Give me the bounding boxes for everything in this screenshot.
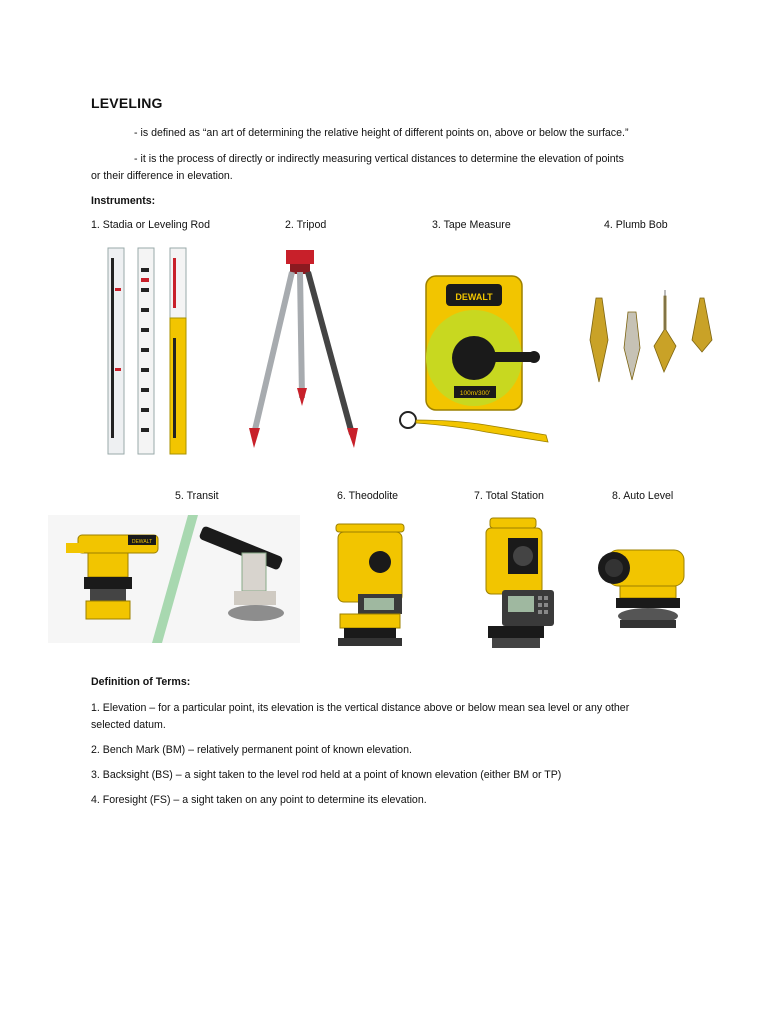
theodolite-image <box>330 520 410 650</box>
definition-line-2: - it is the process of directly or indirectly measuring vertical distances to determine the elevation of points <box>134 153 624 165</box>
definition-line-1: - is defined as “an art of determining the relative height of different points on, above or below the surface.” <box>134 127 629 139</box>
leveling-rod-image <box>100 248 200 458</box>
term-backsight: 3. Backsight (BS) – a sight taken to the level rod held at a point of known elevation (either BM or TP) <box>91 769 562 781</box>
auto-level-image <box>598 544 690 630</box>
definition-line-3: or their difference in elevation. <box>91 170 233 182</box>
label-tripod: 2. Tripod <box>285 219 327 231</box>
tape-length-text: 100m/300' <box>459 390 491 397</box>
term-elevation-line-2: selected datum. <box>91 719 166 731</box>
label-leveling-rod: 1. Stadia or Leveling Rod <box>91 219 210 231</box>
transit-brand-text: DEWALT <box>131 539 153 545</box>
label-transit: 5. Transit <box>175 490 219 502</box>
transit-image <box>48 515 300 643</box>
term-foresight: 4. Foresight (FS) – a sight taken on any point to determine its elevation. <box>91 794 427 806</box>
tape-measure-image <box>396 270 556 445</box>
tripod-image <box>244 248 364 448</box>
label-tape-measure: 3. Tape Measure <box>432 219 511 231</box>
label-total-station: 7. Total Station <box>474 490 544 502</box>
total-station-image <box>472 518 562 652</box>
label-auto-level: 8. Auto Level <box>612 490 674 502</box>
label-theodolite: 6. Theodolite <box>337 490 399 502</box>
instruments-heading: Instruments: <box>91 195 156 207</box>
term-elevation-line-1: 1. Elevation – for a particular point, its elevation is the vertical distance above or below mean sea level or any other <box>91 702 630 714</box>
term-bench-mark: 2. Bench Mark (BM) – relatively permanent point of known elevation. <box>91 744 412 756</box>
tape-brand-text: DEWALT <box>455 292 493 302</box>
terms-heading: Definition of Terms: <box>91 676 191 688</box>
label-plumb-bob: 4. Plumb Bob <box>604 219 668 231</box>
plumb-bob-image <box>580 290 730 390</box>
page-title: LEVELING <box>91 95 163 111</box>
